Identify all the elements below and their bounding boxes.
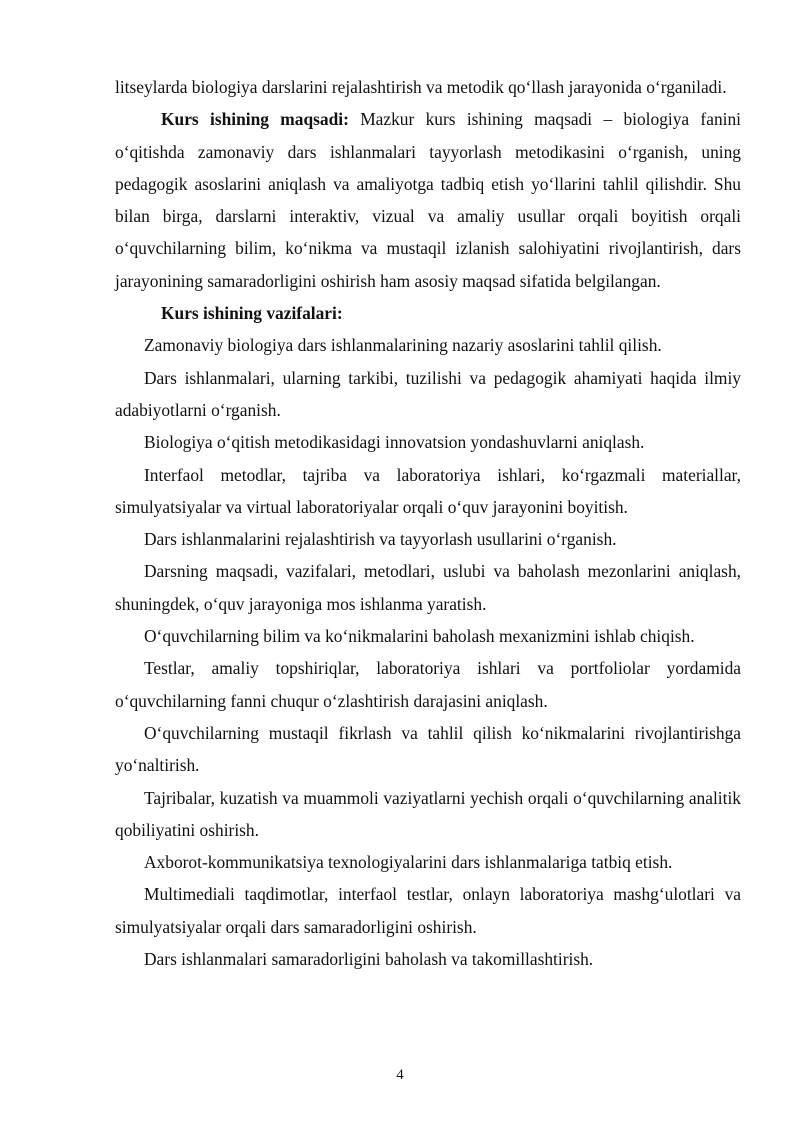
task-item-3: Biologiya o‘qitish metodikasidagi innovatsion yondashuvlarni aniqlash. [144,432,645,453]
tasks-heading: Kurs ishining vazifalari: [161,303,343,324]
goal-text: Mazkur kurs ishining maqsadi – biologiya fanini o‘qitishda zamonaviy dars ishlanmalari tayyorlash metodikasini o‘rganish, uning pedagogik asoslarini aniqlash va amaliyotga tadbiq etish yo‘llarini tahlil qilishdir. Shu bilan birga, darslarni interaktiv, vizual va amaliy usullar orqali boyitish orqali o‘quvchilarning bilim, ko‘nikma va mustaqil izlanish salohiyatini rivojlantirish, dars jarayonining samaradorligini oshirish ham asosiy maqsad sifatida belgilangan. [115,109,742,291]
task-item-13: Dars ishlanmalari samaradorligini baholash va takomillashtirish. [144,949,594,970]
goal-heading: Kurs ishining maqsadi: [161,109,349,130]
task-item-5: Dars ishlanmalarini rejalashtirish va tayyorlash usullarini o‘rganish. [144,529,617,550]
document-page [115,71,741,975]
task-item-10: Tajribalar, kuzatish va muammoli vaziyatlarni yechish orqali o‘quvchilarning analitik qobiliyatini oshirish. [115,787,741,840]
task-item-9: O‘quvchilarning mustaqil fikrlash va tahlil qilish ko‘nikmalarini rivojlantirishga yo‘naltirish. [115,722,741,776]
task-item-12: Multimediali taqdimotlar, interfaol testlar, onlayn laboratoriya mashg‘ulotlari va simulyatsiyalar orqali dars samaradorligini oshirish. [115,884,741,937]
task-item-2: Dars ishlanmalari, ularning tarkibi, tuzilishi va pedagogik ahamiyati haqida ilmiy adabiyotlarni o‘rganish. [115,367,741,420]
task-item-4: Interfaol metodlar, tajriba va laboratoriya ishlari, ko‘rgazmali materiallar, simulyatsiyalar va virtual laboratoriyalar orqali o‘quv jarayonini boyitish. [115,464,741,517]
task-item-11: Axborot-kommunikatsiya texnologiyalarini dars ishlanmalariga tatbiq etish. [144,852,673,873]
task-item-6: Darsning maqsadi, vazifalari, metodlari, uslubi va baholash mezonlarini aniqlash, shuningdek, o‘quv jarayoniga mos ishlanma yaratish. [115,561,741,614]
task-item-7: O‘quvchilarning bilim va ko‘nikmalarini baholash mexanizmini ishlab chiqish. [144,626,695,647]
goal-paragraph [115,103,741,297]
task-item-8: Testlar, amaliy topshiriqlar, laboratoriya ishlari va portfoliolar yordamida o‘quvchilarning fanni chuqur o‘zlashtirish darajasini aniqlash. [115,658,741,711]
task-item-1: Zamonaviy biologiya dars ishlanmalarining nazariy asoslarini tahlil qilish. [144,335,662,356]
page-number: 4 [396,1067,404,1083]
intro-paragraph: litseylarda biologiya darslarini rejalashtirish va metodik qo‘llash jarayonida o‘rganiladi. [115,77,727,97]
